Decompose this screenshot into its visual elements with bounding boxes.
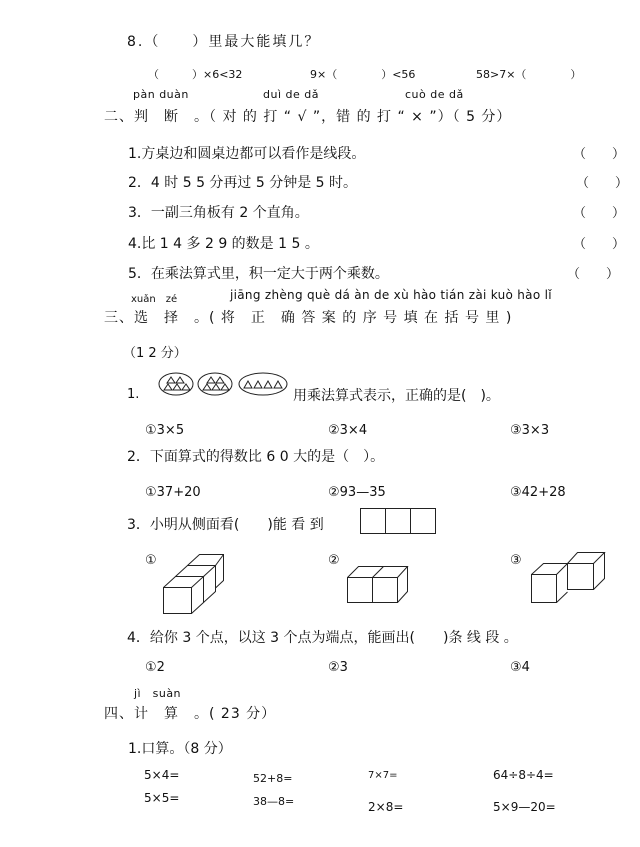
judge-item-2: 2．4 时 5 5 分再过 5 分钟是 5 时。 [128,175,358,191]
choice-q3-text: 3．小明从侧面看( )能 看 到 [127,517,324,533]
choice-q4-option-2[interactable]: ②3 [328,660,348,675]
cube-figure-2 [347,562,409,604]
choice-q4-option-1[interactable]: ①2 [145,660,165,675]
cube-figure-3 [531,552,605,604]
triangle-icon-group-2 [203,377,229,390]
judge-item-3: 3．一副三角板有 2 个直角。 [128,205,309,221]
choice-q2-option-2[interactable]: ②93—35 [328,485,386,500]
choice-q1-option-2[interactable]: ②3×4 [328,423,368,438]
choice-q3-label-1[interactable]: ① [145,553,157,568]
triangle-icon-group-3 [244,381,282,388]
judge-blank-3[interactable]: （ ） [573,206,626,221]
choice-q2-text: 2．下面算式的得数比 6 0 大的是（ ）。 [127,449,385,465]
calc-item-6: 38—8= [253,795,295,808]
choice-q1-option-1[interactable]: ①3×5 [145,423,185,438]
section3-score: （1 2 分） [123,346,187,361]
triangle-groups-figure [158,372,288,398]
pinyin-xuanze: xuǎn zé [131,294,178,305]
judge-blank-4[interactable]: （ ） [573,237,626,252]
pinyin-cuodeda: cuò de dǎ [405,88,464,101]
calc-item-8: 5×9—20= [493,800,556,814]
choice-q2-option-3[interactable]: ③42+28 [510,485,566,500]
judge-blank-1[interactable]: （ ） [573,147,626,162]
choice-q2-option-1[interactable]: ①37+20 [145,485,201,500]
judge-item-1: 1.方桌边和圆桌边都可以看作是线段。 [128,146,366,162]
pinyin-panduan: pàn duàn [133,88,189,101]
judge-blank-2[interactable]: （ ） [576,176,629,191]
judge-item-4: 4.比 1 4 多 2 9 的数是 1 5 。 [128,236,319,252]
pinyin-section3-instruction: jiāng zhèng què dá àn de xù hào tián zài kuò hào lǐ [230,288,552,302]
calc-item-4: 64÷8÷4= [493,768,554,782]
q8-item-2: 9×（ ）<56 [310,68,416,81]
side-view-figure [360,508,436,534]
q8-item-3: 58>7×（ ） [476,68,582,81]
q8-title: 8.（ ）里最大能填几？ [127,34,321,50]
choice-q1-number: 1. [127,387,140,402]
section4-sub: 1.口算。（8 分） [128,741,232,757]
choice-q4-text: 4．给你 3 个点，以这 3 个点为端点，能画出( )条 线 段 。 [127,630,518,646]
cube-figure-1 [163,552,225,614]
q8-item-1: （ ）×6<32 [148,68,243,81]
choice-q1-option-3[interactable]: ③3×3 [510,423,550,438]
pinyin-jisuan: jì suàn [134,687,182,700]
calc-item-3: 7×7= [368,770,398,781]
section4-heading: 四、计 算 。( 23 分） [104,706,277,722]
choice-q1-text: 用乘法算式表示，正确的是( )。 [293,388,500,404]
calc-item-5: 5×5= [144,791,180,805]
pinyin-duidedа: duì de dǎ [263,88,319,101]
calc-item-2: 52+8= [253,772,293,785]
judge-blank-5[interactable]: （ ） [567,267,620,282]
calc-item-1: 5×4= [144,768,180,782]
triangle-icon-group-1 [164,377,190,390]
section2-heading: 二、判 断 。（ 对 的 打 “ √ ”，错 的 打 “ × ”）（ 5 分） [104,109,512,125]
calc-item-7: 2×8= [368,800,404,814]
choice-q3-label-3[interactable]: ③ [510,553,522,568]
choice-q4-option-3[interactable]: ③4 [510,660,530,675]
section3-heading: 三、选 择 。( 将 正 确 答 案 的 序 号 填 在 括 号 里 ) [104,310,513,326]
judge-item-5: 5．在乘法算式里，积一定大于两个乘数。 [128,266,389,282]
choice-q3-label-2[interactable]: ② [328,553,340,568]
